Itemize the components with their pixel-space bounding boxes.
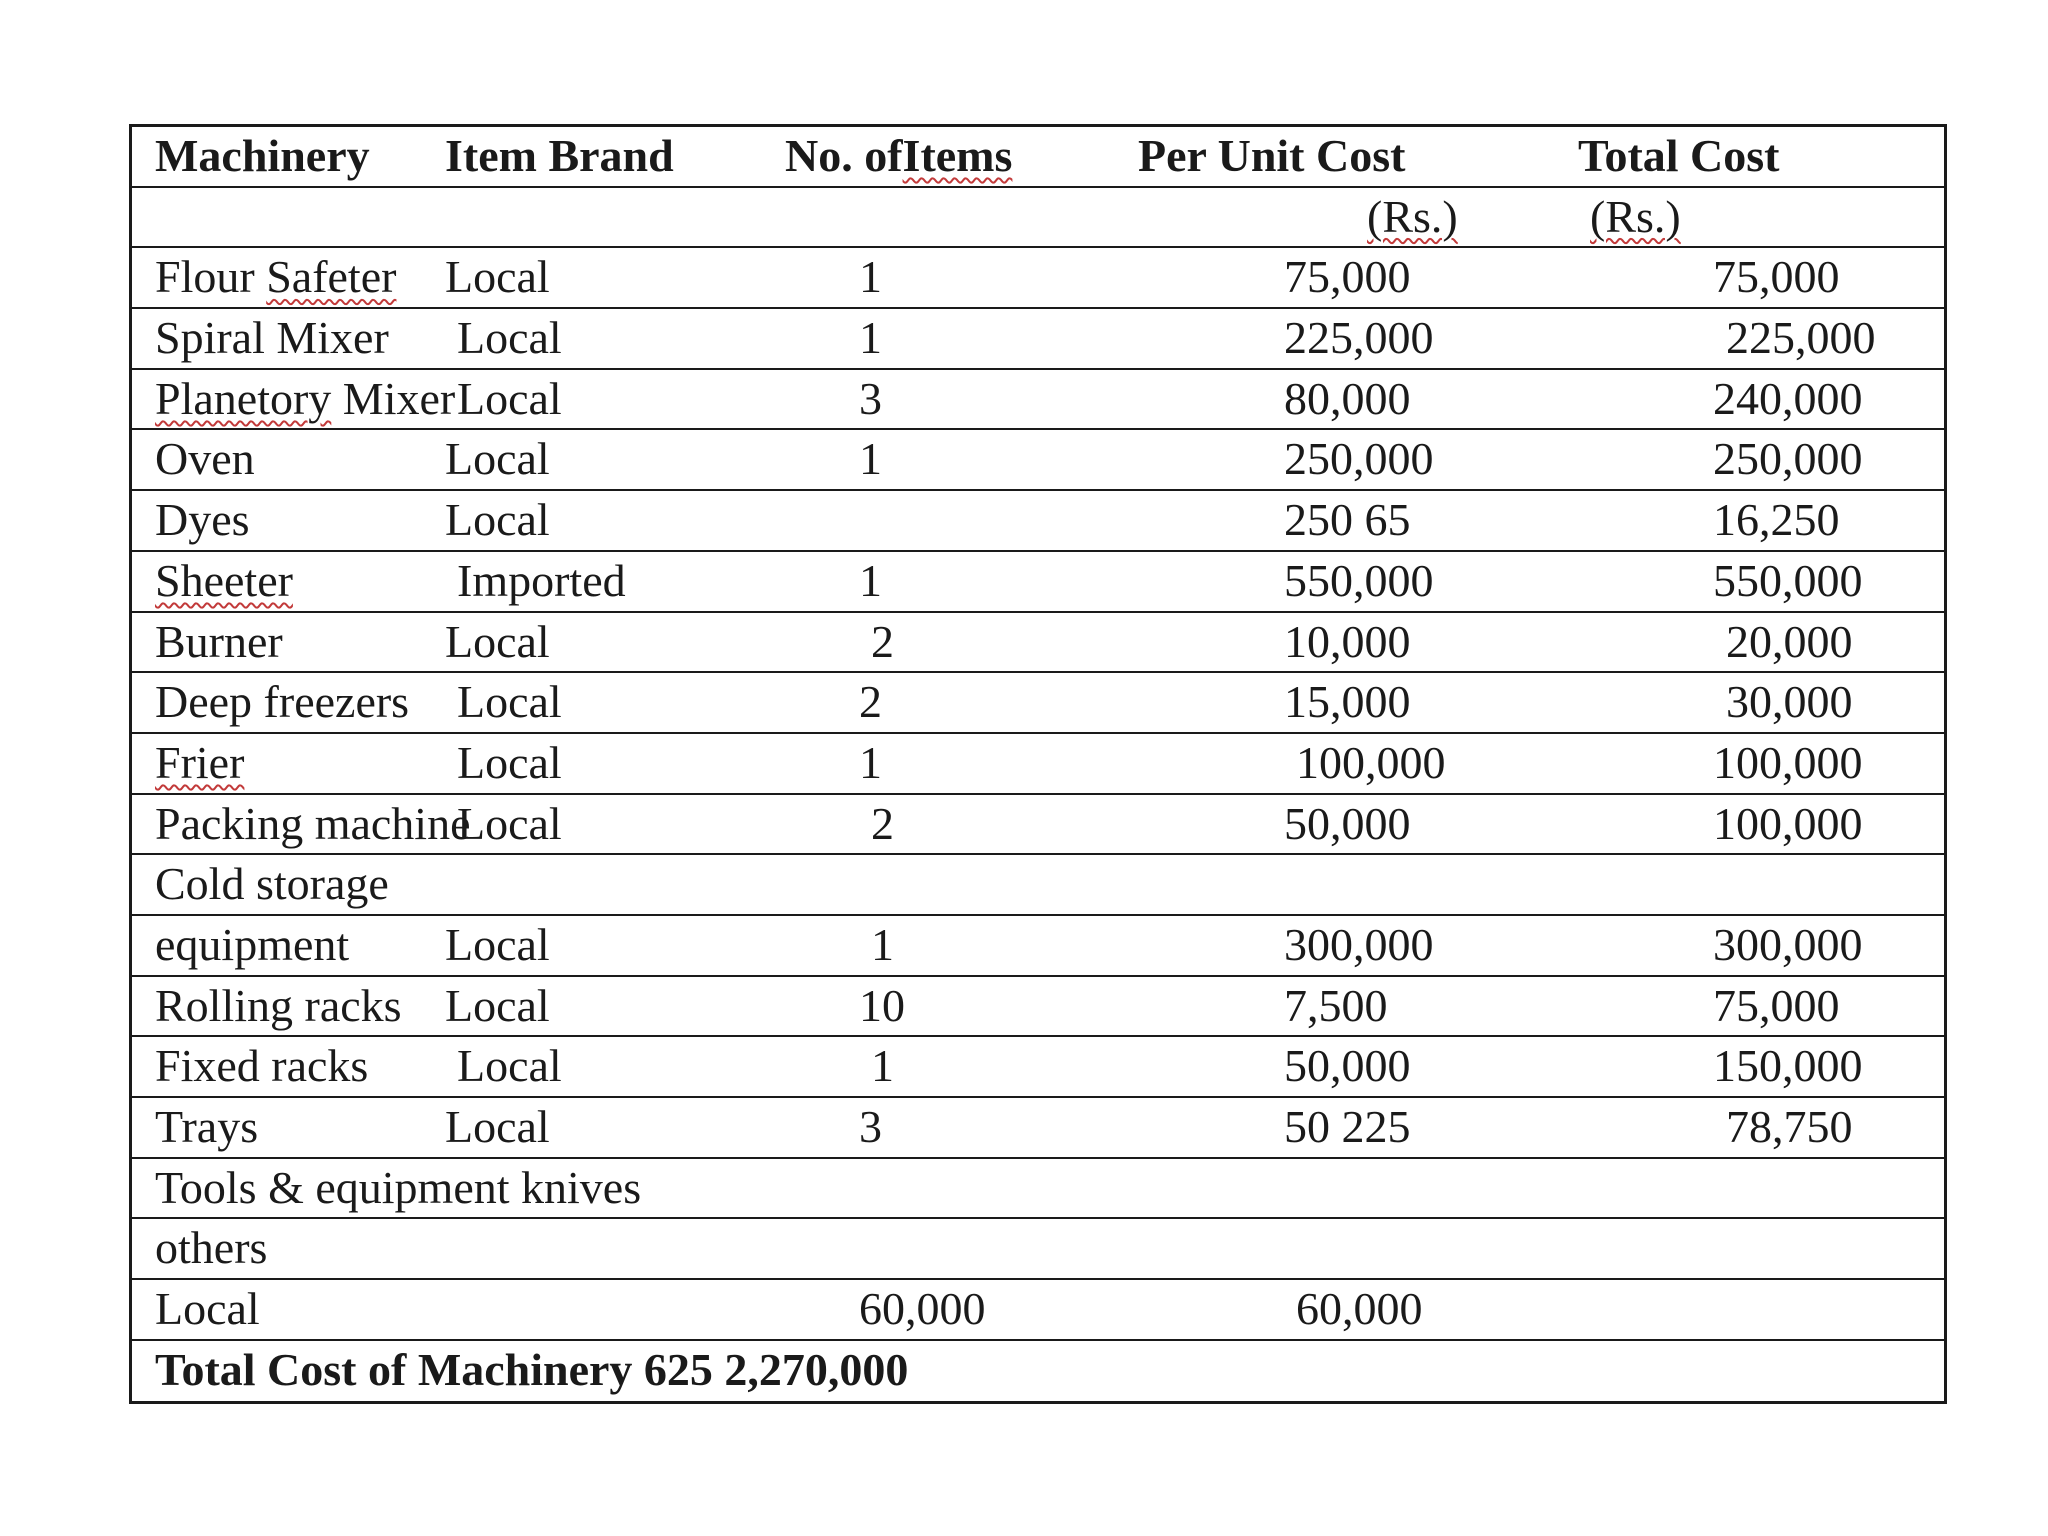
cell-machinery — [155, 552, 293, 611]
cell-no-of-items: 1 — [859, 312, 882, 364]
cell-no-of-items: 1 — [859, 251, 882, 303]
cell-total-cost: 150,000 — [1713, 1040, 1863, 1092]
cell-no-of-items: 1 — [859, 736, 882, 788]
total-cost-currency: (Rs.) — [1590, 190, 1681, 242]
machinery-cost-table — [129, 124, 1947, 1404]
cell-machinery-flagged: Sheeter — [155, 554, 293, 606]
cell-total-cost: 225,000 — [1726, 312, 1876, 364]
cell-machinery — [155, 1219, 267, 1278]
cell-machinery — [155, 795, 471, 854]
cell-per-unit-cost: 80,000 — [1284, 372, 1411, 424]
cell-item-brand: Local — [445, 251, 550, 303]
cell-machinery — [155, 977, 402, 1036]
cell-machinery — [155, 430, 255, 489]
header-item-brand: Item Brand — [445, 130, 674, 181]
cell-machinery-text: Flour — [155, 251, 267, 303]
cell-item-brand: Local — [457, 797, 562, 849]
cell-machinery — [155, 491, 250, 550]
table-row — [132, 916, 1944, 977]
cell-per-unit-cost: 60,000 — [1296, 1283, 1423, 1335]
cell-no-of-items: 60,000 — [859, 1283, 986, 1335]
table-row — [132, 734, 1944, 795]
table-row — [132, 491, 1944, 552]
cell-machinery — [155, 1280, 260, 1339]
table-row — [132, 309, 1944, 370]
cell-total-cost: 75,000 — [1713, 251, 1840, 303]
cell-total-cost: 550,000 — [1713, 554, 1863, 606]
cell-item-brand: Local — [457, 372, 562, 424]
table-row — [132, 613, 1944, 674]
header-per-unit-cost: Per Unit Cost — [1138, 130, 1406, 181]
table-row — [132, 1037, 1944, 1098]
cell-no-of-items: 1 — [871, 1040, 894, 1092]
table-row — [132, 673, 1944, 734]
cell-machinery-text: equipment — [155, 918, 350, 970]
cell-per-unit-cost: 15,000 — [1284, 676, 1411, 728]
cell-total-cost: 20,000 — [1726, 615, 1853, 667]
cell-item-brand: Local — [457, 1040, 562, 1092]
cell-machinery — [155, 1098, 258, 1157]
cell-item-brand: Local — [445, 615, 550, 667]
table-row — [132, 370, 1944, 431]
header-total-cost: Total Cost — [1578, 130, 1780, 181]
cell-machinery-flagged: Frier — [155, 736, 245, 788]
table-header-row — [132, 127, 1944, 188]
cell-per-unit-cost: 250 65 — [1284, 494, 1411, 546]
cell-item-brand: Local — [457, 312, 562, 364]
cell-per-unit-cost: 300,000 — [1284, 918, 1434, 970]
cell-item-brand: Local — [445, 494, 550, 546]
table-row — [132, 855, 1944, 916]
cell-total-cost: 250,000 — [1713, 433, 1863, 485]
cell-machinery — [155, 734, 244, 793]
cell-machinery-text: Dyes — [155, 494, 250, 546]
table-row — [132, 795, 1944, 856]
cell-item-brand: Local — [457, 676, 562, 728]
cell-item-brand: Local — [445, 979, 550, 1031]
cell-no-of-items: 1 — [859, 433, 882, 485]
cell-machinery — [155, 248, 396, 307]
table-row — [132, 430, 1944, 491]
cell-no-of-items: 2 — [859, 676, 882, 728]
cell-machinery-flagged: Safeter — [266, 251, 397, 303]
cell-machinery — [155, 855, 389, 914]
cell-machinery — [155, 673, 409, 732]
cell-machinery-text: Oven — [155, 433, 255, 485]
cell-per-unit-cost: 50,000 — [1284, 1040, 1411, 1092]
table-row — [132, 1219, 1944, 1280]
cell-per-unit-cost: 50 225 — [1284, 1101, 1411, 1152]
header-machinery: Machinery — [155, 130, 370, 181]
cell-no-of-items: 1 — [859, 554, 882, 606]
cell-machinery-flagged: Planetory — [155, 372, 332, 424]
cell-machinery-text: others — [155, 1222, 268, 1274]
cell-per-unit-cost: 50,000 — [1284, 797, 1411, 849]
cell-no-of-items: 3 — [859, 1101, 882, 1152]
table-row — [132, 552, 1944, 613]
table-subheader-row — [132, 188, 1944, 249]
cell-machinery-text: Trays — [155, 1101, 259, 1152]
cell-per-unit-cost: 100,000 — [1296, 736, 1446, 788]
cell-machinery-text: Burner — [155, 615, 283, 667]
cell-per-unit-cost: 10,000 — [1284, 615, 1411, 667]
cell-item-brand: Local — [457, 736, 562, 788]
cell-item-brand: Imported — [457, 554, 626, 606]
total-row — [132, 1341, 1944, 1402]
cell-machinery — [155, 916, 349, 975]
cell-per-unit-cost: 7,500 — [1284, 979, 1388, 1031]
cell-item-brand: Local — [445, 433, 550, 485]
cell-item-brand: Local — [445, 918, 550, 970]
header-no-of-items — [785, 127, 1012, 186]
header-no-of-items-suffix: Items — [902, 130, 1013, 181]
unit-cost-currency: (Rs.) — [1367, 190, 1458, 242]
cell-per-unit-cost: 225,000 — [1284, 312, 1434, 364]
cell-per-unit-cost: 250,000 — [1284, 433, 1434, 485]
cell-machinery-text: Packing machine — [155, 797, 471, 849]
cell-total-cost: 100,000 — [1713, 736, 1863, 788]
table-body — [132, 248, 1944, 1340]
cell-no-of-items: 10 — [859, 979, 905, 1031]
cell-machinery — [155, 1159, 641, 1218]
cell-no-of-items: 1 — [871, 918, 894, 970]
cell-machinery — [155, 370, 455, 429]
cell-total-cost: 100,000 — [1713, 797, 1863, 849]
cell-total-cost: 75,000 — [1713, 979, 1840, 1031]
cell-machinery-text: Mixer — [331, 372, 456, 424]
cell-machinery-text: Rolling racks — [155, 979, 402, 1031]
cell-machinery-text: Cold storage — [155, 858, 389, 910]
cell-machinery — [155, 1037, 368, 1096]
cell-machinery-text: Fixed racks — [155, 1040, 369, 1092]
cell-item-brand: Local — [445, 1101, 550, 1152]
cell-machinery-text: Tools & equipment knives — [155, 1161, 642, 1213]
cell-no-of-items: 2 — [871, 615, 894, 667]
table-row — [132, 248, 1944, 309]
cell-total-cost: 16,250 — [1713, 494, 1840, 546]
cell-machinery — [155, 613, 283, 672]
cell-per-unit-cost: 75,000 — [1284, 251, 1411, 303]
cell-total-cost: 78,750 — [1726, 1101, 1853, 1152]
cell-total-cost: 240,000 — [1713, 372, 1863, 424]
table-row — [132, 1098, 1944, 1159]
cell-machinery-text: Spiral Mixer — [155, 312, 389, 364]
table-row — [132, 1159, 1944, 1220]
table-row — [132, 977, 1944, 1038]
cell-machinery-text: Local — [155, 1283, 260, 1335]
cell-total-cost: 30,000 — [1726, 676, 1853, 728]
table-row — [132, 1280, 1944, 1341]
cell-no-of-items: 2 — [871, 797, 894, 849]
total-cost-of-machinery: Total Cost of Machinery 625 2,270,000 — [155, 1343, 909, 1395]
cell-total-cost: 300,000 — [1713, 918, 1863, 970]
cell-machinery — [155, 309, 389, 368]
cell-per-unit-cost: 550,000 — [1284, 554, 1434, 606]
cell-no-of-items: 3 — [859, 372, 882, 424]
header-no-of-items-prefix: No. of — [785, 130, 903, 181]
cell-machinery-text: Deep freezers — [155, 676, 410, 728]
